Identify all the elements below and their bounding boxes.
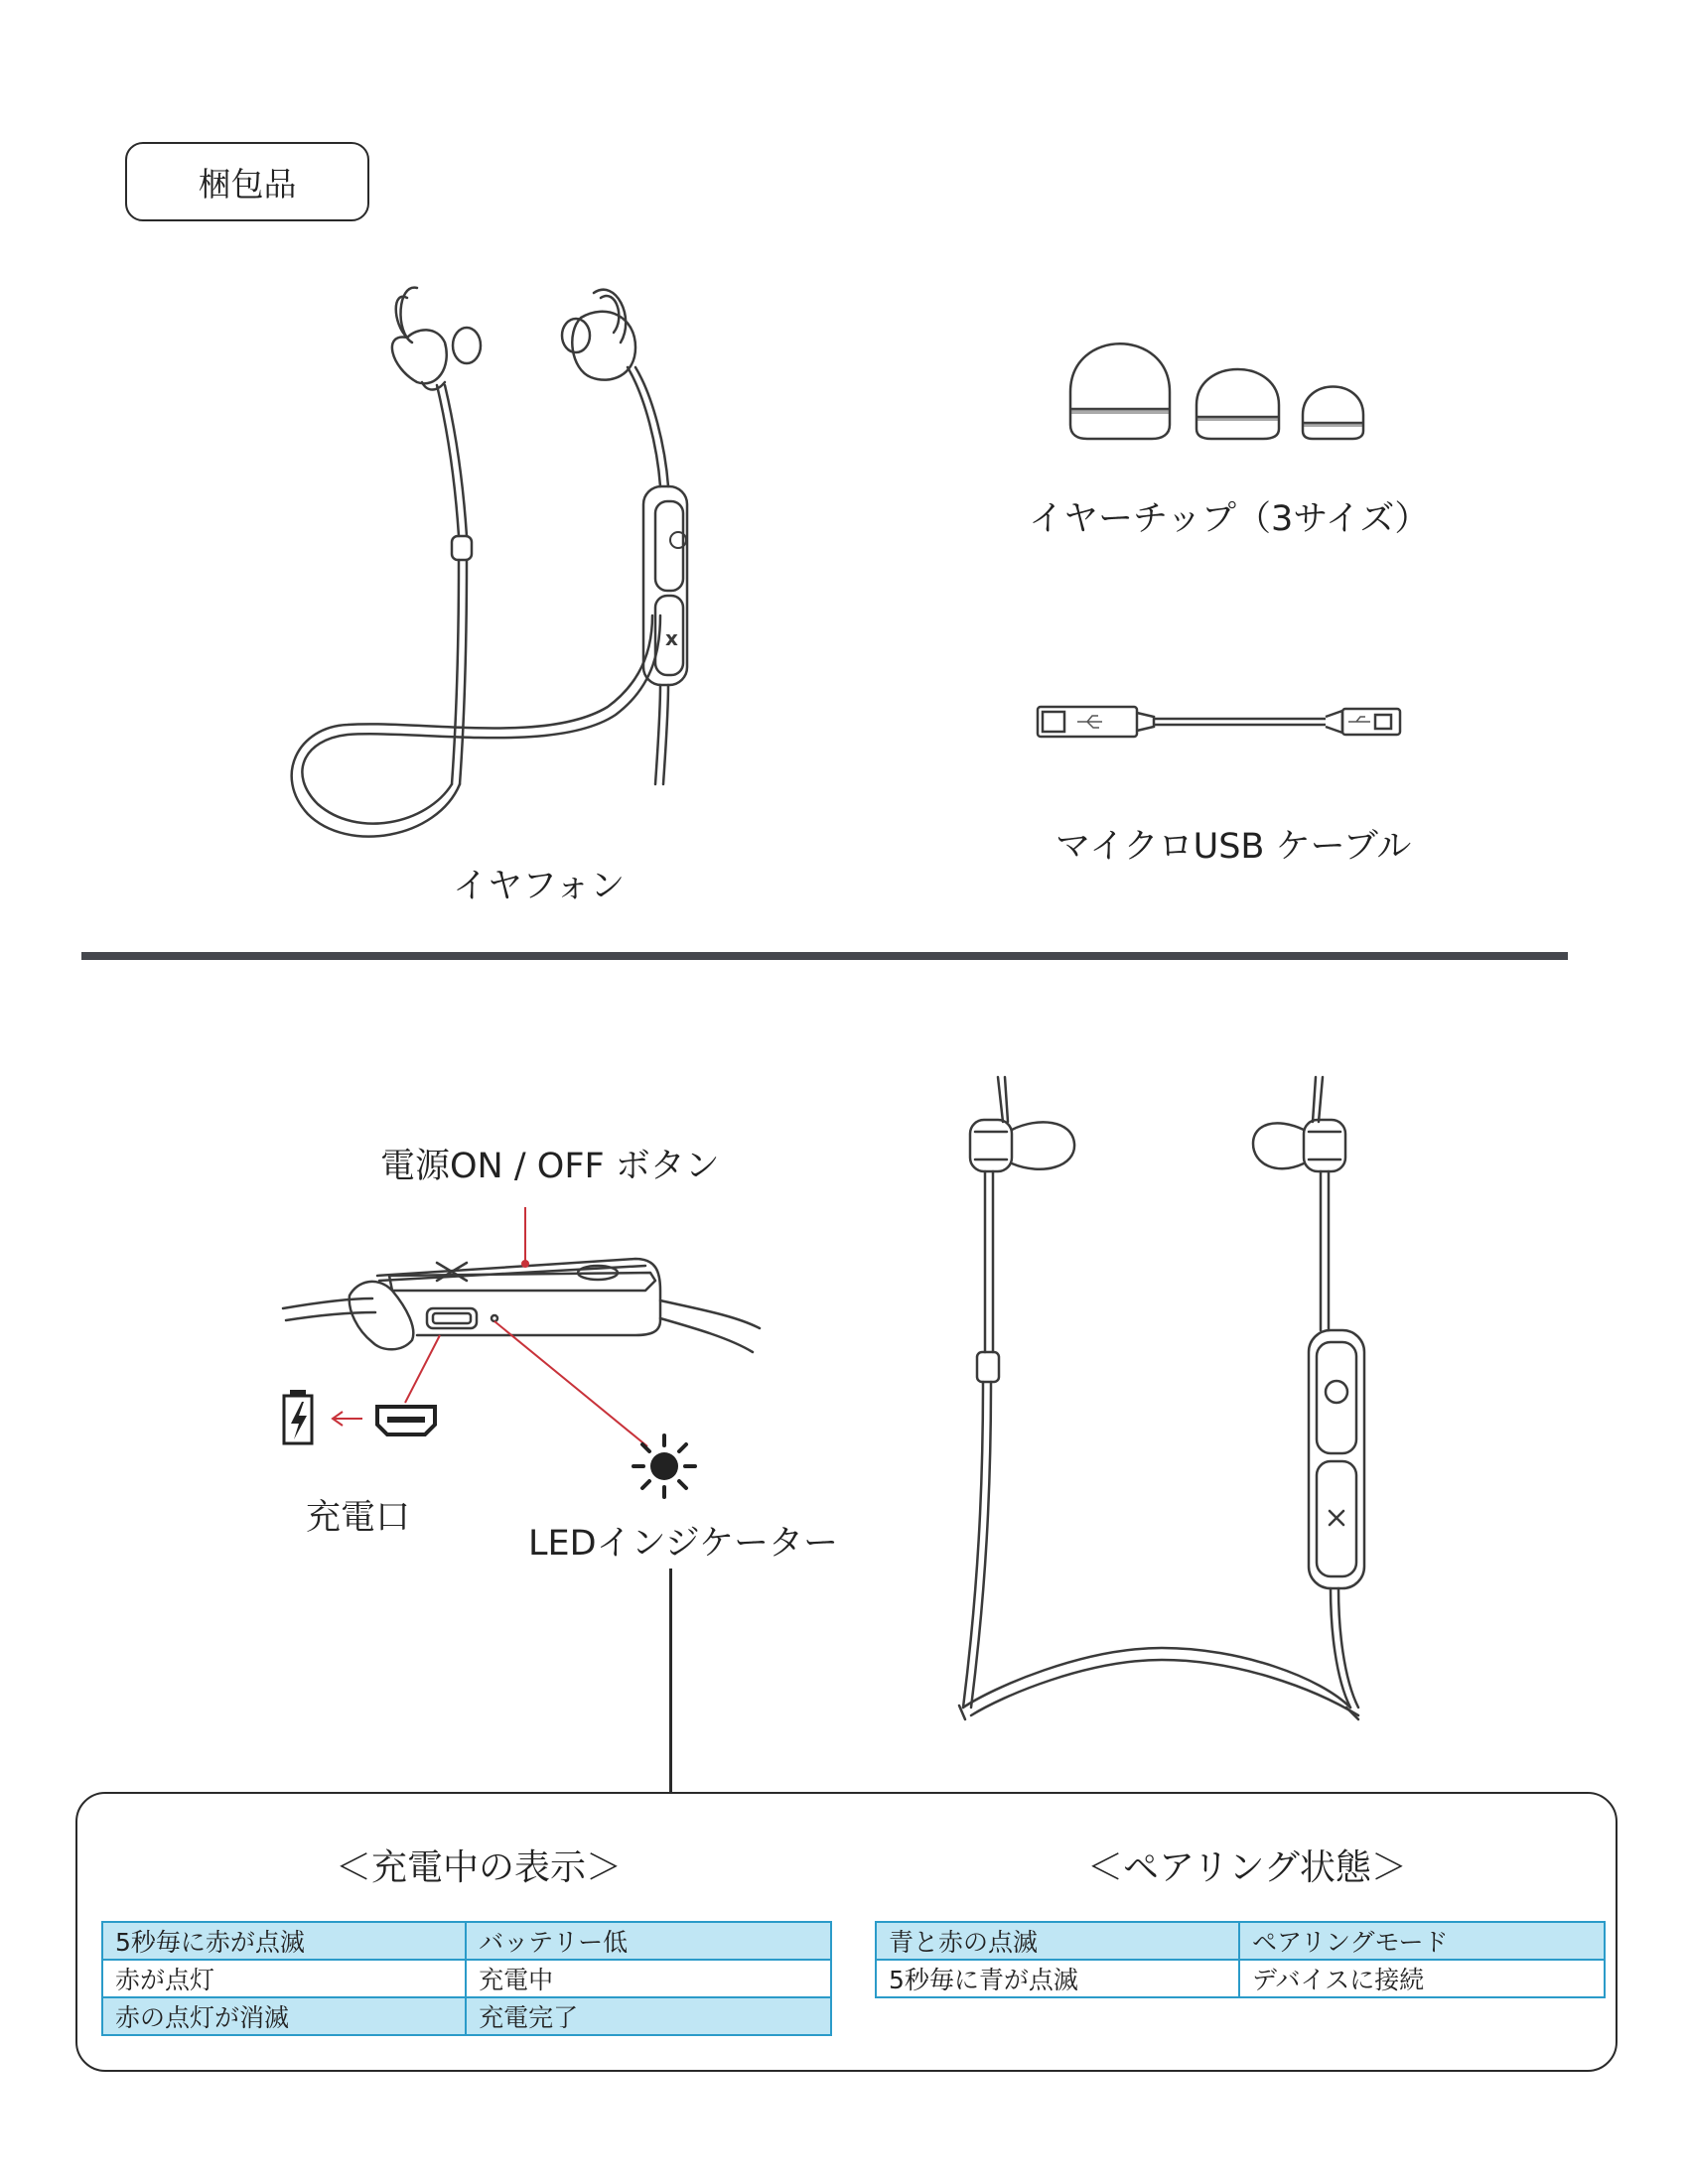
table-row [102, 1922, 831, 1960]
table-cell-pattern: 5秒毎に青が点滅 [876, 1960, 1239, 1997]
table-cell-meaning: 充電完了 [466, 1997, 831, 2035]
table-row [102, 1960, 831, 1997]
table-row [876, 1960, 1605, 1997]
table-cell-pattern: 赤が点灯 [102, 1960, 466, 1997]
table-cell-pattern: 青と赤の点滅 [876, 1922, 1239, 1960]
section-divider [81, 952, 1568, 960]
led-light-icon [630, 1432, 699, 1501]
table-cell-meaning: ペアリングモード [1239, 1922, 1605, 1960]
power-button-label: 電源ON / OFF ボタン [380, 1147, 720, 1186]
section-title-badge [125, 142, 369, 221]
table-cell-meaning: 充電中 [466, 1960, 831, 1997]
pairing-status-table [875, 1921, 1606, 1998]
usb-symbol-icon [1077, 716, 1370, 728]
close-x-icon: x [665, 626, 678, 650]
table-cell-meaning: バッテリー低 [466, 1922, 831, 1960]
battery-charging-icon [282, 1390, 322, 1447]
table-cell-meaning: デバイスに接続 [1239, 1960, 1605, 1997]
pairing-table-title: ＜ペアリング状態＞ [1087, 1847, 1407, 1888]
power-circle-icon [669, 531, 687, 549]
led-connector-line [669, 1569, 672, 1793]
ear-tips-label: イヤーチップ（3サイズ） [1029, 499, 1430, 539]
section-title: 梱包品 [198, 164, 297, 204]
led-indicator-label: LEDインジケーター [528, 1524, 838, 1564]
micro-usb-port-icon [373, 1403, 443, 1438]
earphones-label: イヤフォン [453, 867, 626, 906]
table-row [876, 1922, 1605, 1960]
usb-cable-label: マイクロUSB ケーブル [1055, 827, 1412, 867]
table-cell-pattern: 赤の点灯が消滅 [102, 1997, 466, 2035]
table-row [102, 1997, 831, 2035]
table-cell-pattern: 5秒毎に赤が点滅 [102, 1922, 466, 1960]
charging-table-title: ＜充電中の表示＞ [336, 1847, 623, 1888]
charge-port-label: 充電口 [306, 1498, 411, 1538]
charging-status-table [101, 1921, 832, 2036]
